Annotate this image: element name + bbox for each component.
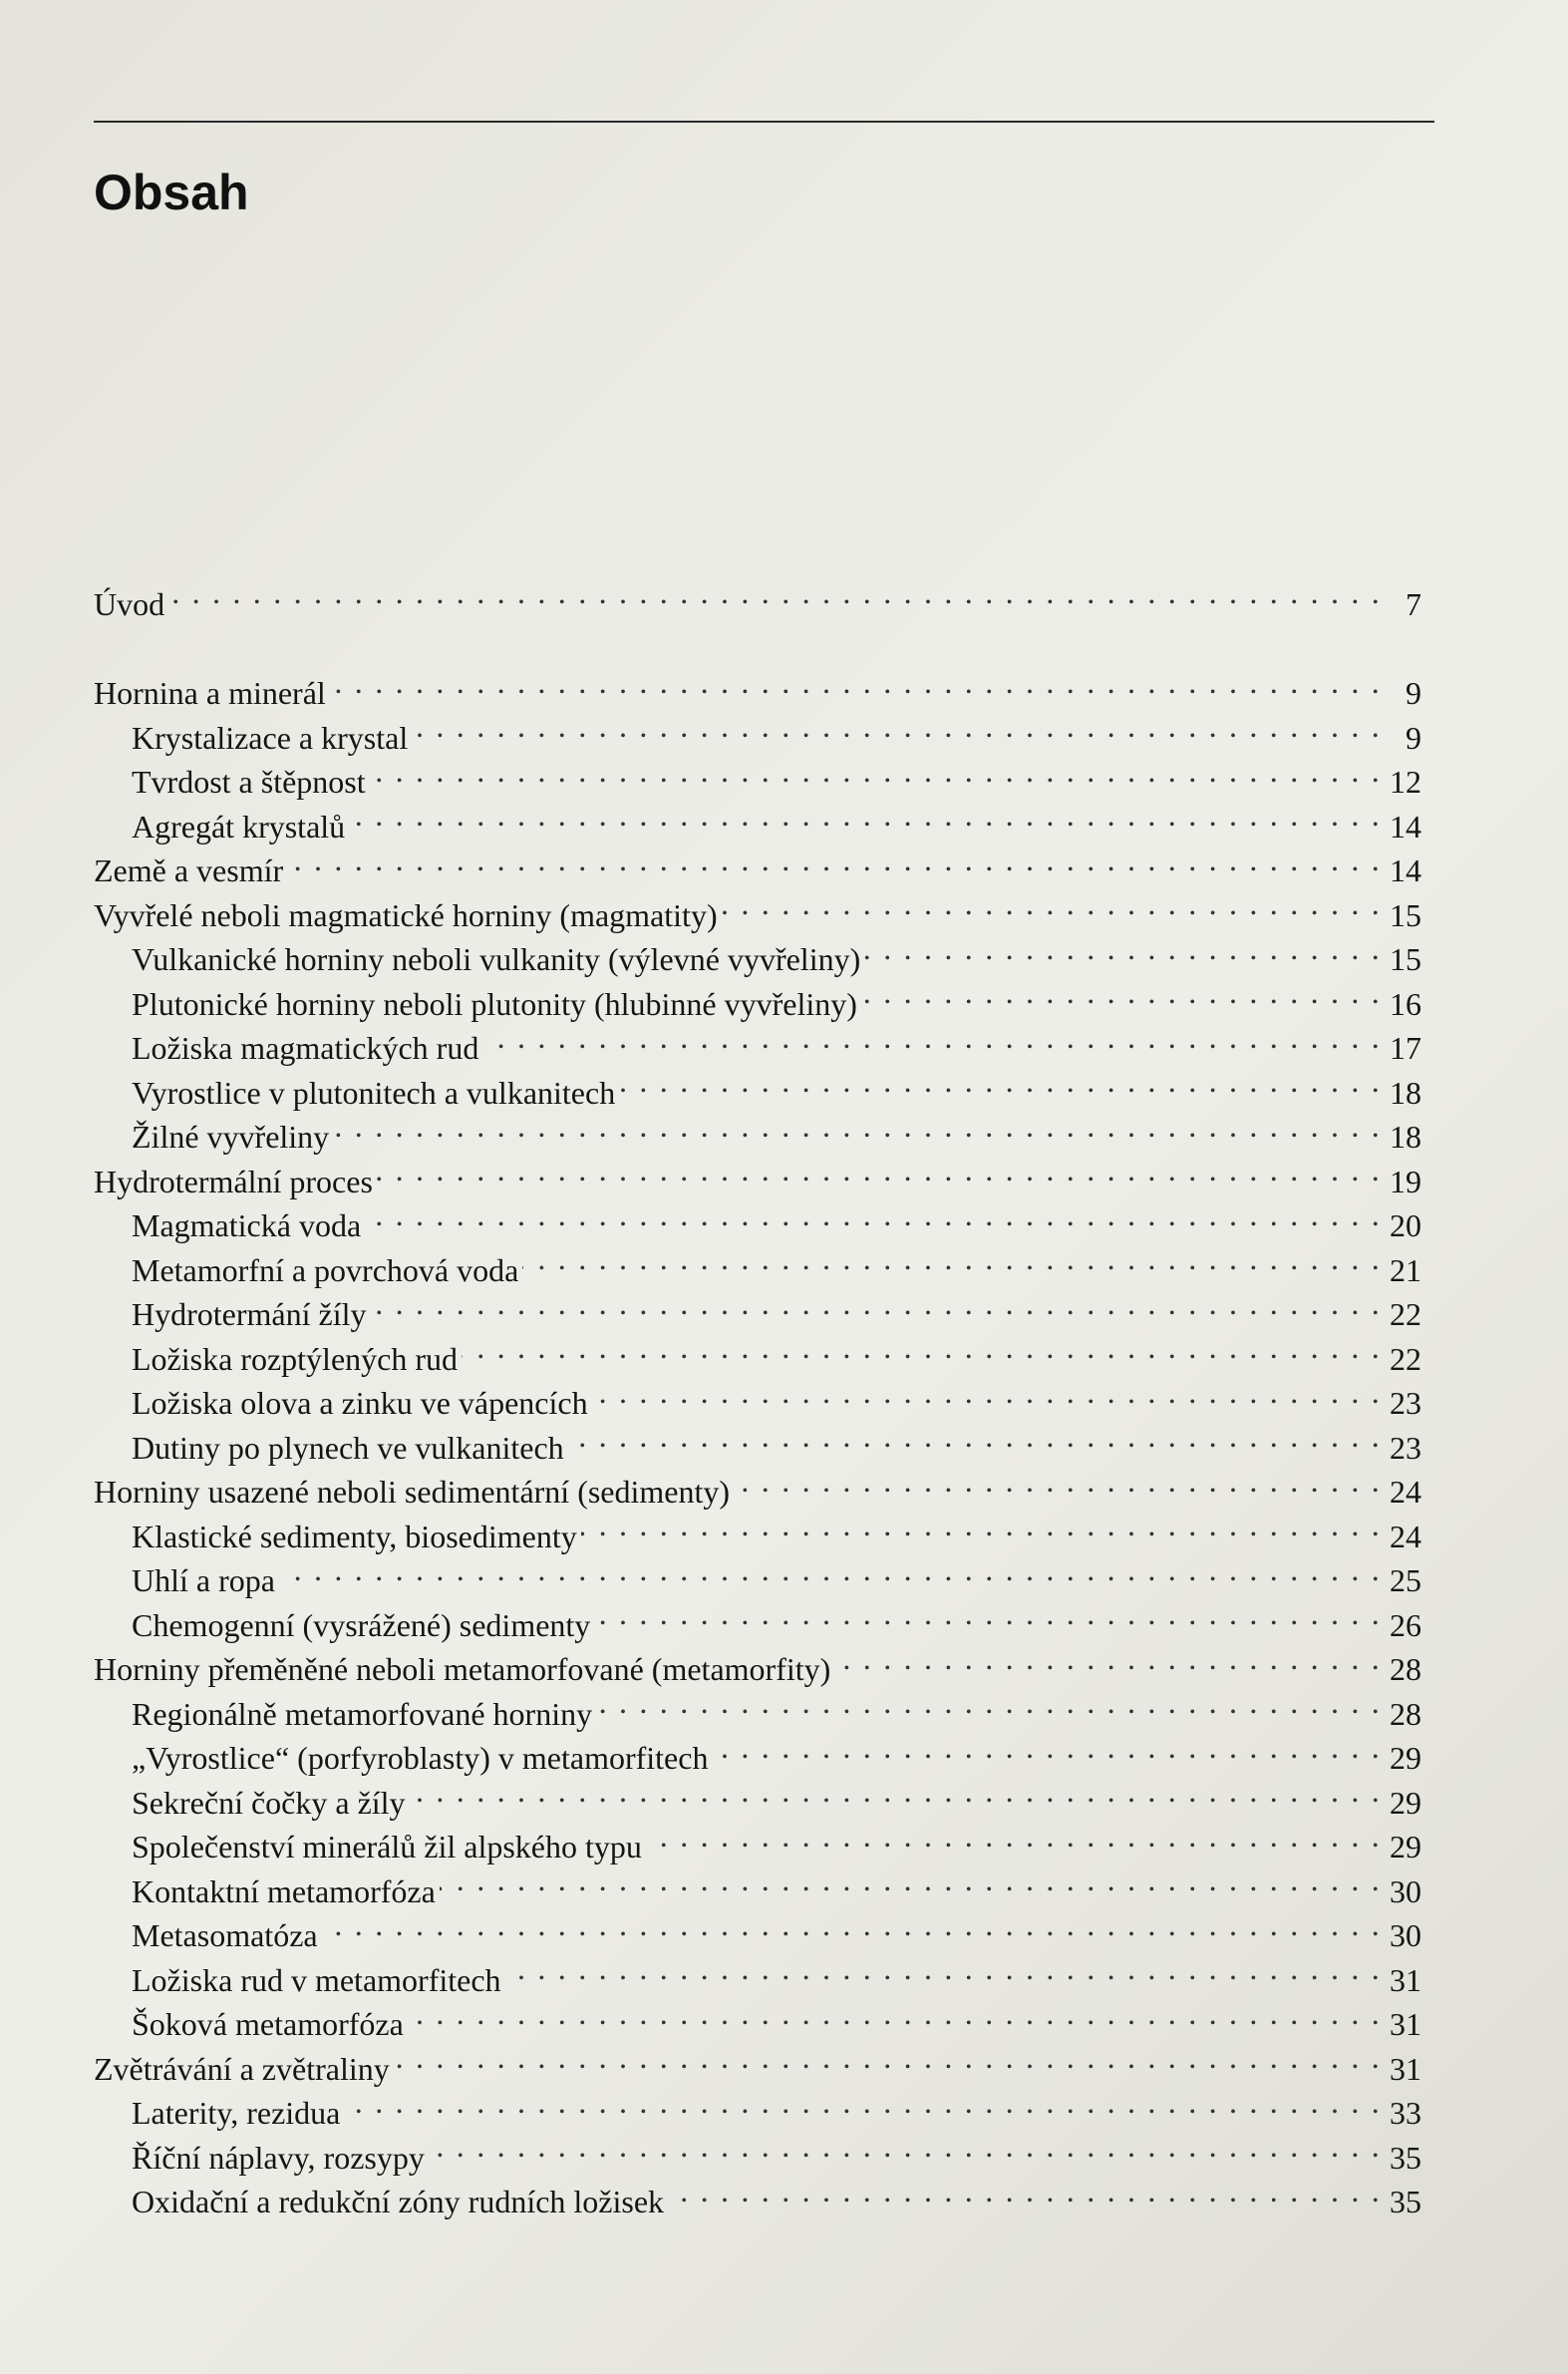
toc-leader-dots [861,970,1382,1015]
toc-leader-dots [322,1902,1382,1947]
toc-page-number: 29 [1390,1829,1421,1865]
toc-leader-dots [722,881,1382,926]
toc-leader-dots [592,1370,1382,1415]
toc-entry-label: Žilné vyvřeliny [132,1119,330,1155]
toc-leader-dots [596,1680,1382,1725]
toc-leader-dots [834,1636,1382,1681]
toc-entry-label: Kontaktní metamorfóza [132,1872,436,1909]
toc-page-number: 9 [1406,719,1421,756]
toc-entry-label: Země a vesmír [94,852,284,888]
toc-entry-label: Krystalizace a krystal [132,719,409,756]
toc-entry-label: Plutonické horniny neboli plutonity (hlubinné vyvřeliny) [132,985,857,1022]
toc-entry-label: Metamorfní a povrchová voda [132,1251,519,1288]
toc-page-number: 15 [1390,941,1421,977]
toc-entry-label: Regionálně metamorfované horniny [132,1695,593,1732]
toc-page-number: 24 [1390,1518,1421,1554]
toc-leader-dots [349,793,1382,838]
toc-subentry [94,1591,1421,1643]
toc-entry-label: Společenství minerálů žil alpského typu [132,1829,642,1865]
toc-leader-dots [440,1858,1382,1902]
toc-entry-label: Ložiska magmatických rud [132,1030,479,1066]
toc-page-number: 20 [1390,1207,1421,1243]
toc-page-number: 35 [1390,2184,1421,2219]
toc-leader-dots [864,926,1382,971]
toc-page-number: 22 [1390,1340,1421,1377]
toc-entry-label: Vyvřelé neboli magmatické horniny (magmatity) [94,896,718,933]
toc-entry-label: Klastické sedimenty, biosedimenty [132,1518,577,1554]
toc-entry-label: Ložiska olova a zinku ve vápencích [132,1385,588,1421]
toc-page-number: 21 [1390,1251,1421,1288]
toc-page-number: 19 [1390,1163,1421,1199]
toc-leader-dots [505,1946,1382,1991]
toc-leader-dots [412,704,1382,749]
toc-leader-dots [522,1236,1382,1281]
toc-page-number: 14 [1390,808,1421,845]
toc-leader-dots [377,1148,1382,1192]
toc-leader-dots [668,2169,1382,2213]
toc-leader-dots [410,1769,1382,1814]
toc-page-number: 31 [1390,2006,1421,2042]
toc-page-number: 7 [1406,585,1421,622]
toc-leader-dots [370,1281,1382,1326]
toc-entry-label: Úvod [94,585,165,622]
toc-entry-label: Hydrotermání žíly [132,1296,367,1332]
toc-page-number: 15 [1390,896,1421,933]
toc-entry-label: „Vyrostlice“ (porfyroblasty) v metamorfitech [132,1740,709,1776]
toc-entry-label: Agregát krystalů [132,808,346,845]
toc-subentry [94,1547,1421,1598]
toc-page-number: 29 [1390,1740,1421,1776]
toc-page-number: 31 [1390,2050,1421,2087]
toc-leader-dots [482,1015,1382,1060]
toc-leader-dots [581,1503,1382,1547]
page-title: Obsah [94,165,249,220]
toc-page-number: 9 [1406,675,1421,711]
toc-leader-dots [287,838,1382,882]
toc-page-number: 24 [1390,1474,1421,1510]
toc-leader-dots [429,2124,1382,2169]
toc-leader-dots [712,1725,1382,1770]
toc-leader-dots [594,1591,1382,1636]
toc-leader-dots [168,570,1382,615]
toc-entry-label: Ložiska rud v metamorfitech [132,1961,501,1998]
toc-entry-label: Horniny přeměněné neboli metamorfované (metamorfity) [94,1651,831,1687]
toc-leader-dots [344,2080,1382,2125]
toc-entry-label: Hydrotermální proces [94,1163,373,1199]
toc-page-number: 28 [1390,1651,1421,1687]
toc-page-number: 35 [1390,2139,1421,2176]
toc-entry-label: Tvrdost a štěpnost [132,764,366,800]
toc-leader-dots [333,1104,1382,1149]
toc-entry-label: Hornina a minerál [94,675,326,711]
toc-page-number: 30 [1390,1872,1421,1909]
toc-page-number: 28 [1390,1695,1421,1732]
toc-entry [94,881,1421,933]
toc-entry-label: Metasomatóza [132,1917,318,1953]
toc-entry-label: Vulkanické horniny neboli vulkanity (výlevné vyvřeliny) [132,941,861,977]
top-rule [94,121,1434,123]
toc-entry [94,570,1421,622]
toc-page-number: 18 [1390,1074,1421,1111]
toc-leader-dots [619,1059,1382,1104]
toc-entry-label: Oxidační a redukční zóny rudních ložisek [132,2184,665,2219]
toc-entry-label: Vyrostlice v plutonitech a vulkanitech [132,1074,616,1111]
toc-page-number: 29 [1390,1784,1421,1821]
toc-entry-label: Laterity, rezidua [132,2095,341,2131]
toc-leader-dots [408,1991,1382,2036]
toc-leader-dots [462,1325,1382,1370]
toc-leader-dots [394,2035,1382,2080]
toc-entry [94,660,1421,711]
toc-page-number: 16 [1390,985,1421,1022]
toc-page-number: 18 [1390,1119,1421,1155]
toc-leader-dots [279,1547,1382,1592]
toc-entry-label: Uhlí a ropa [132,1562,275,1598]
toc-page-number: 26 [1390,1606,1421,1643]
toc-entry [94,838,1421,888]
table-of-contents [94,570,1421,2219]
toc-leader-dots [330,660,1382,705]
toc-entry-label: Zvětrávání a zvětraliny [94,2050,390,2087]
toc-entry-label: Šoková metamorfóza [132,2006,404,2042]
toc-entry-label: Chemogenní (vysrážené) sedimenty [132,1606,591,1643]
toc-page-number: 31 [1390,1961,1421,1998]
toc-page-number: 22 [1390,1296,1421,1332]
toc-page-number: 17 [1390,1030,1421,1066]
toc-entry-label: Ložiska rozptýlených rud [132,1340,458,1377]
toc-leader-dots [646,1814,1382,1859]
toc-entry-label: Dutiny po plynech ve vulkanitech [132,1429,564,1466]
toc-entry-label: Říční náplavy, rozsypy [132,2139,425,2176]
toc-page-number: 23 [1390,1429,1421,1466]
toc-page-number: 30 [1390,1917,1421,1953]
toc-page-number: 14 [1390,852,1421,888]
toc-entry-label: Sekreční čočky a žíly [132,1784,406,1821]
toc-page-number: 12 [1390,764,1421,800]
toc-entry-label: Horniny usazené neboli sedimentární (sedimenty) [94,1474,731,1510]
toc-leader-dots [734,1459,1382,1504]
toc-leader-dots [365,1192,1382,1237]
toc-entry-label: Magmatická voda [132,1207,362,1243]
toc-page-number: 23 [1390,1385,1421,1421]
toc-leader-dots [370,749,1382,794]
toc-page-number: 33 [1390,2095,1421,2131]
toc-leader-dots [568,1414,1382,1459]
toc-page-number: 25 [1390,1562,1421,1598]
